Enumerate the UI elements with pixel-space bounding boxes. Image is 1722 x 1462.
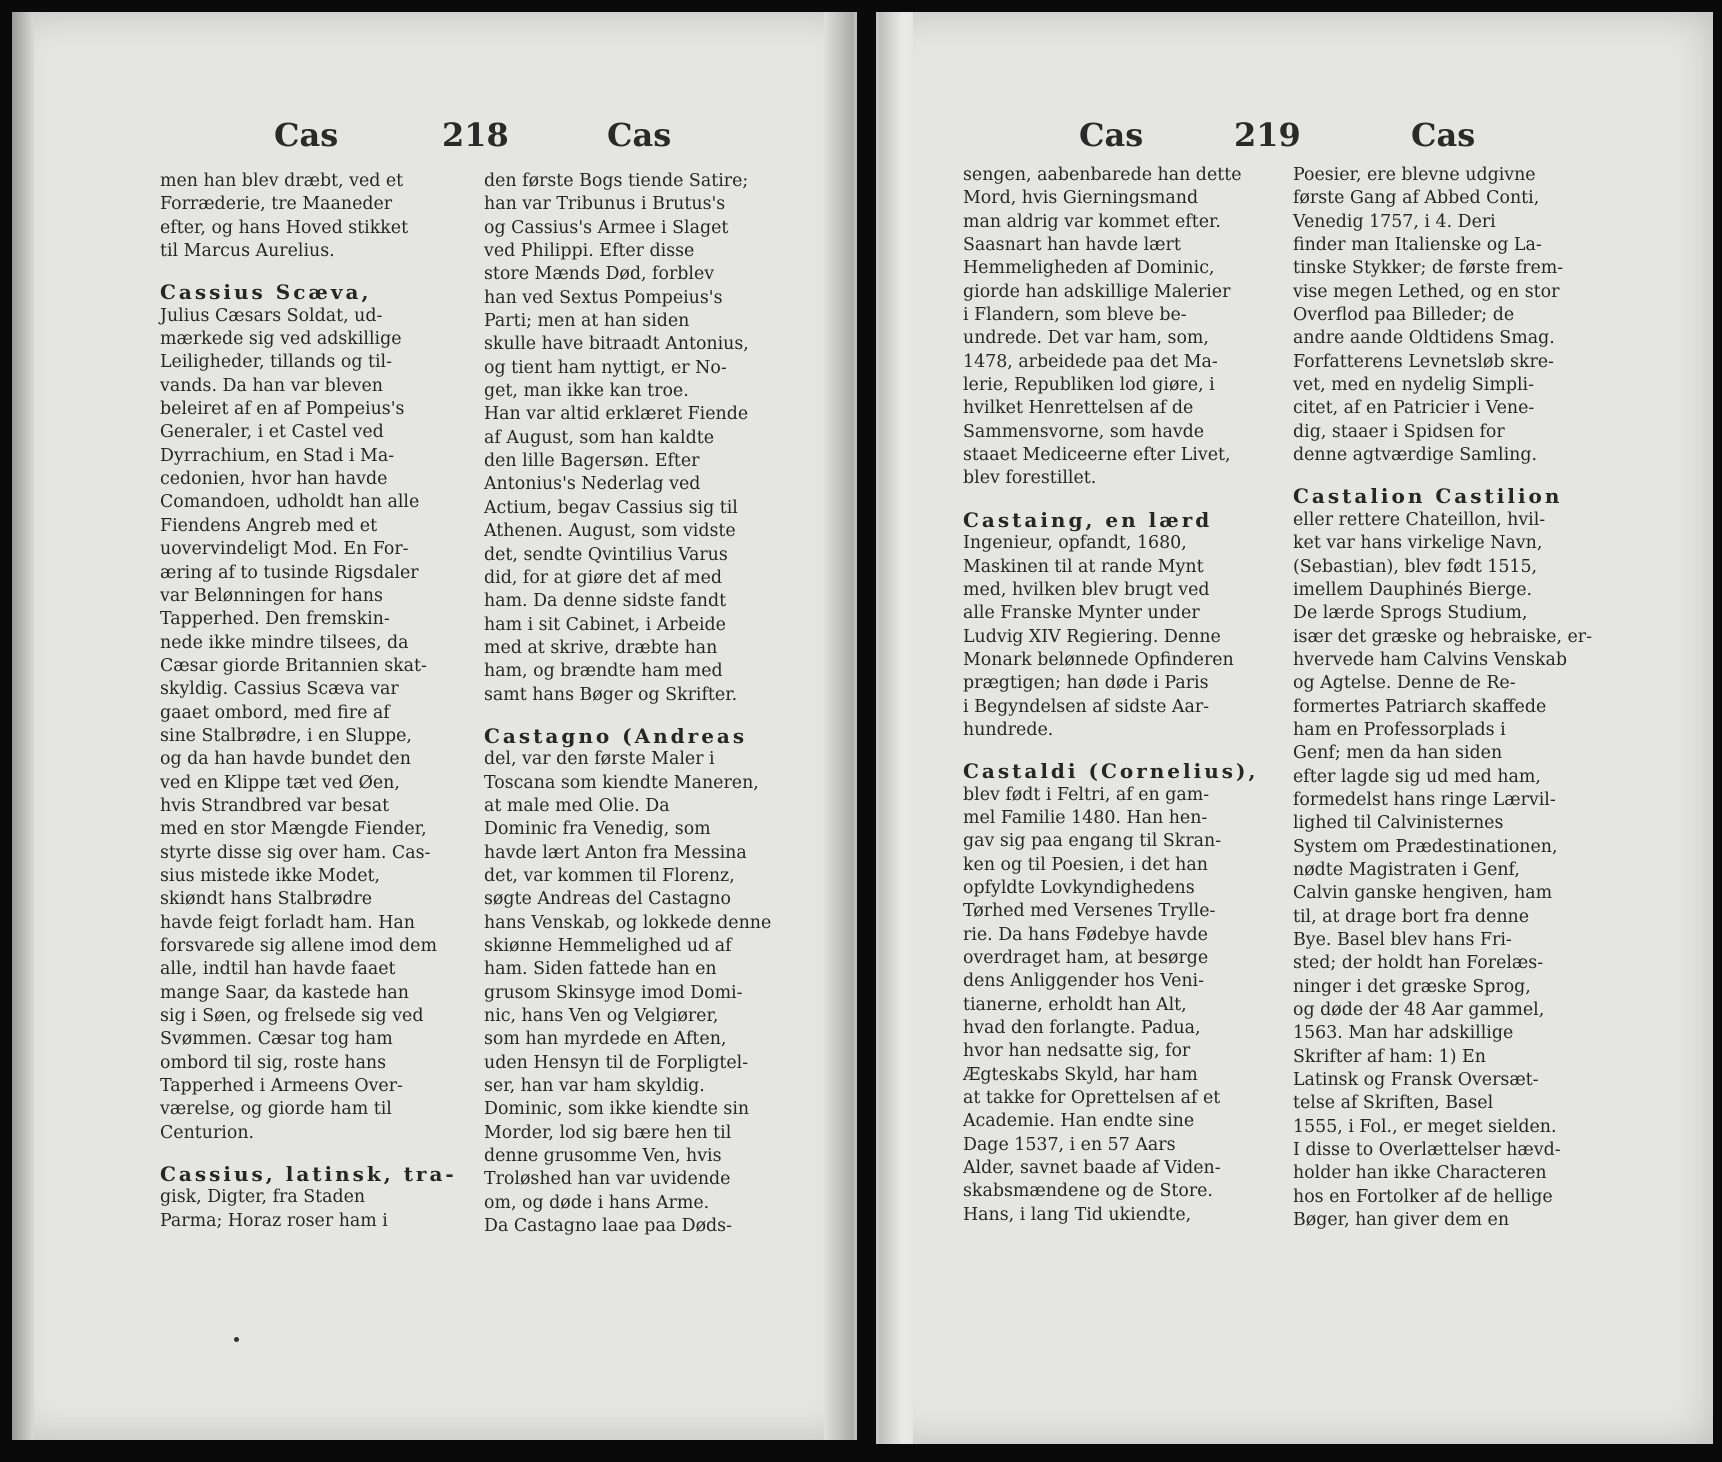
- text-line: Bøger, han giver dem en: [1293, 1210, 1510, 1231]
- text-line: dig, staaer i Spidsen for: [1293, 421, 1505, 442]
- text-line: vet, med en nydelig Simpli-: [1293, 375, 1534, 396]
- text-line: giorde han adskillige Malerier: [963, 281, 1231, 302]
- left-page-edge: [12, 12, 34, 1440]
- text-line: Dominic, som ikke kiendte sin: [484, 1099, 750, 1120]
- text-line: uden Hensyn til de Forpligtel-: [484, 1052, 749, 1073]
- text-line: Athenen. August, som vidste: [484, 521, 736, 542]
- text-line: Forræderie, tre Maaneder: [160, 194, 393, 215]
- text-column-2: [484, 170, 792, 1238]
- text-line: sig i Søen, og frelsede sig ved: [160, 1006, 424, 1027]
- text-line: citet, af en Patricier i Vene-: [1293, 398, 1535, 419]
- text-line: Tapperhed. Den fremskin-: [160, 609, 390, 630]
- text-line: Academie. Han endte sine: [963, 1111, 1195, 1132]
- text-line: Mord, hvis Gierningsmand: [963, 188, 1199, 209]
- text-line: Fiendens Angreb med et: [160, 515, 378, 536]
- text-line: havde feigt forladt ham. Han: [160, 912, 415, 933]
- text-line: man aldrig var kommet efter.: [963, 211, 1221, 232]
- text-line: Comandoen, udholdt han alle: [160, 492, 420, 513]
- text-line: om, og døde i hans Arme.: [484, 1192, 710, 1213]
- text-line: undrede. Det var ham, som,: [963, 328, 1209, 349]
- text-column-1: [963, 164, 1273, 1227]
- text-line: den første Bogs tiende Satire;: [484, 171, 749, 191]
- paragraph-gap: [963, 742, 1273, 760]
- text-line: Genf; men da han siden: [1293, 743, 1503, 764]
- text-line: efter lagde sig ud med ham,: [1293, 766, 1541, 787]
- text-line: andre aande Oldtidens Smag.: [1293, 328, 1555, 349]
- text-line: beleiret af en af Pompeius's: [160, 399, 405, 420]
- text-line: værelse, og giorde ham til: [160, 1099, 392, 1120]
- text-line: finder man Italienske og La-: [1293, 235, 1542, 256]
- text-line: forsvarede sig allene imod dem: [160, 936, 437, 956]
- page-number: 219: [1234, 116, 1301, 154]
- text-line: mange Saar, da kastede han: [160, 982, 409, 1003]
- text-line: ser, han var ham skyldig.: [484, 1076, 705, 1097]
- text-line: lerie, Republiken lod giøre, i: [963, 375, 1215, 396]
- text-column-1: [160, 170, 465, 1233]
- text-line: del, var den første Maler i: [484, 749, 715, 770]
- text-line: styrte disse sig over ham. Cas-: [160, 842, 431, 863]
- text-line: imellem Dauphinés Bierge.: [1293, 579, 1533, 600]
- text-line: ham i sit Cabinet, i Arbeide: [484, 614, 726, 635]
- text-line: sius mistede ikke Modet,: [160, 865, 381, 886]
- text-line: skabsmændene og de Store.: [963, 1181, 1213, 1202]
- text-line: æring af to tusinde Rigsdaler: [160, 562, 419, 583]
- text-line: han var Tribunus i Brutus's: [484, 194, 726, 215]
- text-line: opfyldte Lovkyndighedens: [963, 877, 1195, 898]
- text-line: Overflod paa Billeder; de: [1293, 305, 1515, 326]
- text-line: Parma; Horaz roser ham i: [160, 1210, 388, 1231]
- text-line: i Begyndelsen af sidste Aar-: [963, 696, 1210, 717]
- text-line: mærkede sig ved adskillige: [160, 329, 402, 350]
- text-line: nede ikke mindre tilsees, da: [160, 632, 409, 653]
- text-line: Castaing, en lærd: [963, 507, 1213, 532]
- text-line: Venedig 1757, i 4. Deri: [1293, 211, 1496, 232]
- text-line: alle, indtil han havde faaet: [160, 959, 396, 980]
- text-line: prægtigen; han døde i Paris: [963, 673, 1209, 694]
- text-line: staaet Mediceerne efter Livet,: [963, 445, 1231, 466]
- text-line: ved en Klippe tæt ved Øen,: [160, 772, 400, 793]
- text-line: skyldig. Cassius Scæva var: [160, 679, 399, 700]
- text-line: at takke for Oprettelsen af et: [963, 1088, 1221, 1109]
- text-line: med en stor Mængde Fiender,: [160, 819, 427, 840]
- text-line: og tient ham nyttigt, er No-: [484, 357, 727, 378]
- text-line: Dyrrachium, en Stad i Ma-: [160, 445, 395, 466]
- text-line: Dage 1537, i en 57 Aars: [963, 1134, 1176, 1155]
- text-line: I disse to Overlættelser hævd-: [1293, 1140, 1561, 1161]
- text-line: hvad den forlangte. Padua,: [963, 1018, 1201, 1039]
- text-line: ninger i det græske Sprog,: [1293, 976, 1531, 997]
- text-line: sted; der holdt han Forelæs-: [1293, 953, 1544, 974]
- text-line: søgte Andreas del Castagno: [484, 889, 731, 910]
- text-line: System om Prædestinationen,: [1293, 836, 1558, 857]
- text-line: som han myrdede en Aften,: [484, 1029, 727, 1050]
- text-line: hos en Fortolker af de hellige: [1293, 1186, 1553, 1207]
- text-line: did, for at giøre det af med: [484, 567, 723, 588]
- text-line: Calvin ganske hengiven, ham: [1293, 883, 1553, 904]
- ink-speck: [234, 1337, 239, 1342]
- text-line: vands. Da han var bleven: [160, 375, 383, 396]
- text-line: Julius Cæsars Soldat, ud-: [160, 305, 383, 326]
- text-line: til Marcus Aurelius.: [160, 241, 335, 262]
- text-line: Generaler, i et Castel ved: [160, 422, 384, 443]
- text-line: Castalion Castilion: [1293, 484, 1563, 509]
- text-line: denne grusomme Ven, hvis: [484, 1146, 722, 1167]
- text-line: De lærde Sprogs Studium,: [1293, 603, 1528, 624]
- text-line: formedelst hans ringe Lærvil-: [1293, 789, 1556, 810]
- text-line: ombord til sig, roste hans: [160, 1052, 387, 1073]
- text-line: nic, hans Ven og Velgiører,: [484, 1006, 719, 1027]
- text-line: især det græske og hebraiske, er-: [1293, 626, 1592, 647]
- text-line: det, var kommen til Florenz,: [484, 865, 735, 886]
- text-line: Tapperhed i Armeens Over-: [160, 1076, 403, 1097]
- text-line: Actium, begav Cassius sig til: [484, 497, 738, 518]
- text-line: Morder, lod sig bære hen til: [484, 1122, 732, 1143]
- text-line: blev født i Feltri, af en gam-: [963, 784, 1210, 805]
- text-line: af August, som han kaldte: [484, 427, 714, 448]
- running-head-right: Cas: [607, 116, 672, 154]
- text-line: Leiligheder, tillands og til-: [160, 352, 392, 373]
- text-line: ham en Professorplads i: [1293, 719, 1506, 740]
- text-line: sengen, aabenbarede han dette: [963, 165, 1242, 185]
- text-line: holder han ikke Characteren: [1293, 1163, 1547, 1184]
- text-line: Sammensvorne, som havde: [963, 421, 1205, 442]
- text-line: 1563. Man har adskillige: [1293, 1023, 1514, 1044]
- text-line: tianerne, erholdt han Alt,: [963, 994, 1187, 1015]
- text-line: hvis Strandbred var besat: [160, 795, 390, 816]
- text-line: Poesier, ere blevne udgivne: [1293, 165, 1536, 185]
- text-line: gaaet ombord, med fire af: [160, 702, 390, 723]
- text-line: ken og til Poesien, i det han: [963, 854, 1208, 875]
- text-line: ham, og brændte ham med: [484, 661, 723, 682]
- left-page: [12, 12, 857, 1440]
- text-line: med at skrive, dræbte han: [484, 637, 718, 658]
- text-line: Troløshed han var uvidende: [484, 1169, 731, 1190]
- text-line: Alder, savnet baade af Viden-: [963, 1158, 1221, 1179]
- text-line: vise megen Lethed, og en stor: [1293, 281, 1560, 302]
- paragraph-gap: [160, 263, 465, 281]
- text-line: hvor han nedsatte sig, for: [963, 1041, 1191, 1062]
- text-line: ham. Da denne sidste fandt: [484, 591, 727, 612]
- text-line: 1555, i Fol., er meget sielden.: [1293, 1116, 1557, 1137]
- text-line: med, hvilken blev brugt ved: [963, 579, 1210, 600]
- text-line: denne agtværdige Samling.: [1293, 445, 1538, 466]
- text-line: Monark belønnede Opfinderen: [963, 649, 1234, 670]
- text-line: alle Franske Mynter under: [963, 603, 1200, 624]
- text-line: rie. Da hans Fødebye havde: [963, 924, 1208, 945]
- text-line: ved Philippi. Efter disse: [484, 241, 695, 262]
- text-line: get, man ikke kan troe.: [484, 381, 689, 402]
- text-line: Cæsar giorde Britannien skat-: [160, 655, 427, 676]
- text-line: Cassius Scæva,: [160, 280, 372, 305]
- text-line: i Flandern, som bleve be-: [963, 305, 1187, 326]
- text-line: hans Venskab, og lokkede denne: [484, 912, 772, 933]
- page-number: 218: [442, 116, 509, 154]
- text-line: Maskinen til at rande Mynt: [963, 556, 1204, 577]
- text-line: Dominic fra Venedig, som: [484, 819, 711, 840]
- text-line: Hans, i lang Tid ukiendte,: [963, 1204, 1192, 1225]
- text-line: Tørhed med Versenes Trylle-: [963, 901, 1216, 922]
- text-line: nødte Magistraten i Genf,: [1293, 859, 1520, 880]
- text-line: var Belønningen for hans: [160, 585, 383, 606]
- text-line: Toscana som kiendte Maneren,: [484, 772, 759, 793]
- text-line: første Gang af Abbed Conti,: [1293, 188, 1540, 209]
- text-line: hundrede.: [963, 719, 1054, 740]
- text-line: lighed til Calvinisternes: [1293, 813, 1504, 834]
- text-line: Saasnart han havde lært: [963, 235, 1181, 256]
- text-line: 1478, arbeidede paa det Ma-: [963, 351, 1218, 372]
- paragraph-gap: [160, 1145, 465, 1163]
- text-line: Da Castagno laae paa Døds-: [484, 1216, 732, 1237]
- paragraph-gap: [1293, 467, 1611, 485]
- text-line: samt hans Bøger og Skrifter.: [484, 684, 738, 705]
- paragraph-gap: [484, 707, 792, 725]
- text-line: og Cassius's Armee i Slaget: [484, 217, 729, 238]
- text-line: det, sendte Qvintilius Varus: [484, 544, 728, 565]
- text-line: Han var altid erklæret Fiende: [484, 404, 749, 425]
- text-line: den lille Bagersøn. Efter: [484, 451, 700, 472]
- text-line: Antonius's Nederlag ved: [484, 474, 701, 495]
- text-line: at male med Olie. Da: [484, 795, 670, 816]
- text-line: og da han havde bundet den: [160, 749, 411, 770]
- text-line: Forfatterens Levnetsløb skre-: [1293, 351, 1554, 372]
- text-line: skiøndt hans Stalbrødre: [160, 889, 373, 910]
- paragraph-gap: [963, 491, 1273, 509]
- running-head-left: Cas: [274, 116, 339, 154]
- text-line: overdraget ham, at besørge: [963, 948, 1209, 968]
- text-line: formertes Patriarch skaffede: [1293, 696, 1547, 717]
- left-page-spine-shadow: [824, 12, 854, 1440]
- text-line: Castagno (Andreas: [484, 723, 748, 748]
- text-line: Bye. Basel blev hans Fri-: [1293, 930, 1512, 950]
- text-line: store Mænds Død, forblev: [484, 264, 715, 285]
- text-line: gisk, Digter, fra Staden: [160, 1187, 366, 1208]
- text-column-2: [1293, 164, 1611, 1232]
- text-line: Svømmen. Cæsar tog ham: [160, 1029, 393, 1050]
- text-line: Latinsk og Fransk Oversæt-: [1293, 1070, 1539, 1091]
- text-line: Ingenieur, opfandt, 1680,: [963, 533, 1187, 554]
- text-line: efter, og hans Hoved stikket: [160, 217, 409, 238]
- text-line: Skrifter af ham: 1) En: [1293, 1046, 1486, 1067]
- text-line: havde lært Anton fra Messina: [484, 842, 747, 863]
- right-page-fold: [879, 12, 913, 1444]
- text-line: tinske Stykker; de første frem-: [1293, 258, 1564, 279]
- text-line: blev forestillet.: [963, 468, 1097, 489]
- text-line: Hemmeligheden af Dominic,: [963, 258, 1215, 279]
- text-line: (Sebastian), blev født 1515,: [1293, 556, 1538, 577]
- text-line: og Agtelse. Denne de Re-: [1293, 673, 1516, 694]
- text-line: gav sig paa engang til Skran-: [963, 831, 1222, 852]
- text-line: sine Stalbrødre, i en Sluppe,: [160, 725, 412, 746]
- text-line: hvervede ham Calvins Venskab: [1293, 649, 1567, 670]
- text-line: Castaldi (Cornelius),: [963, 759, 1259, 784]
- text-line: cedonien, hvor han havde: [160, 469, 388, 490]
- text-line: mel Familie 1480. Han hen-: [963, 807, 1208, 828]
- text-line: ket var hans virkelige Navn,: [1293, 533, 1543, 554]
- text-line: ham. Siden fattede han en: [484, 959, 717, 980]
- text-line: Ludvig XIV Regiering. Denne: [963, 626, 1221, 647]
- text-line: Cassius, latinsk, tra-: [160, 1162, 457, 1187]
- running-head-left: Cas: [1079, 116, 1144, 154]
- text-line: uovervindeligt Mod. En For-: [160, 539, 409, 560]
- text-line: men han blev dræbt, ved et: [160, 171, 404, 191]
- right-page: [876, 12, 1713, 1444]
- text-line: eller rettere Chateillon, hvil-: [1293, 509, 1546, 530]
- text-line: hvilket Henrettelsen af de: [963, 398, 1194, 419]
- text-line: skulle have bitraadt Antonius,: [484, 334, 749, 355]
- text-line: skiønne Hemmelighed ud af: [484, 936, 732, 956]
- text-line: Ægteskabs Skyld, har ham: [963, 1064, 1198, 1085]
- running-head-right: Cas: [1411, 116, 1476, 154]
- text-line: dens Anliggender hos Veni-: [963, 971, 1204, 992]
- text-line: Centurion.: [160, 1122, 255, 1143]
- text-line: han ved Sextus Pompeius's: [484, 287, 723, 308]
- text-line: Parti; men at han siden: [484, 311, 690, 332]
- text-line: og døde der 48 Aar gammel,: [1293, 1000, 1545, 1021]
- text-line: grusom Skinsyge imod Domi-: [484, 982, 743, 1003]
- text-line: til, at drage bort fra denne: [1293, 906, 1530, 927]
- text-line: telse af Skriften, Basel: [1293, 1093, 1494, 1114]
